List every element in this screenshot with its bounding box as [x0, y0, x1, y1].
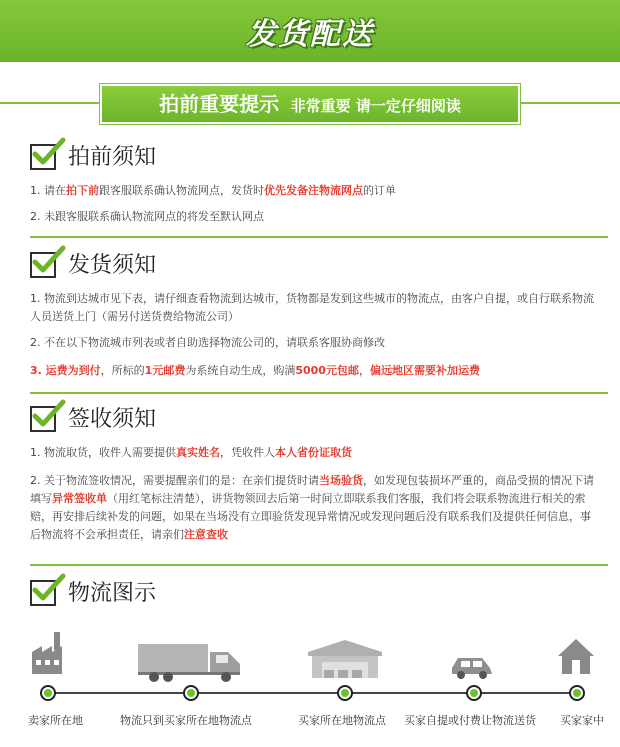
- flow-label: 买家所在地物流点: [298, 714, 386, 727]
- paragraph: 2. 关于物流签收情况，需要提醒亲们的是：在亲们提货时请当场验货，如发现包装损坏严重的，商品受损的情况下请填写异常签收单（用红笔标注清楚），讲货物领回去后第一时间立即联系我们客服，我们将会联系物流进行相关的索赔，再安排后续补发的问题，如果在当场没有立即验货发现异常情况或发现问题后没有联系我们及提供任何信息，事后物流将不会承担责任，请亲们注意查收: [30, 474, 594, 541]
- notice-sub: 非常重要 请一定仔细阅读: [290, 97, 461, 115]
- header-banner: [0, 0, 620, 62]
- paragraph: 2. 不在以下物流城市列表或者自助选择物流公司的，请联系客服协商修改: [30, 336, 385, 349]
- section-title: 发货须知: [68, 253, 157, 278]
- divider: [30, 564, 608, 566]
- section-header: [0, 250, 620, 284]
- notice-box: [100, 84, 520, 124]
- paragraph: 1. 物流取货，收件人需要提供真实姓名，凭收件人本人省份证取货: [30, 446, 352, 459]
- section-shipping: [0, 250, 620, 380]
- section-header: [0, 578, 620, 612]
- flow-dot: [466, 685, 482, 701]
- check-icon: [30, 406, 56, 432]
- flow-dot: [569, 685, 585, 701]
- section-header: [0, 142, 620, 176]
- factory-icon: [30, 632, 70, 676]
- banner-title: 发货配送: [246, 17, 374, 52]
- truck-icon: [136, 640, 246, 682]
- section-before: [0, 142, 620, 226]
- section-flow: [0, 578, 620, 612]
- check-icon: [30, 144, 56, 170]
- notice-main: 拍前重要提示: [159, 92, 280, 116]
- divider: [30, 236, 608, 238]
- section-receive: [0, 404, 620, 544]
- section-header: [0, 404, 620, 438]
- logistics-flow: [0, 630, 620, 747]
- flow-dot: [183, 685, 199, 701]
- check-icon: [30, 580, 56, 606]
- warehouse-icon: [306, 638, 384, 680]
- flow-label: 卖家所在地: [28, 714, 83, 727]
- paragraph: 1. 物流到达城市见下表，请仔细查看物流到达城市，货物都是发到这些城市的物流点，由客户自提，或自行联系物流人员送货上门（需另付送货费给物流公司）: [30, 292, 594, 323]
- paragraph: 3. 运费为到付，所标的1元邮费为系统自动生成，购满5000元包邮，偏远地区需要补加运费: [30, 364, 480, 377]
- flow-dot: [40, 685, 56, 701]
- divider: [30, 392, 608, 394]
- house-icon: [556, 636, 596, 676]
- flow-dot: [337, 685, 353, 701]
- section-title: 物流图示: [68, 581, 157, 606]
- section-title: 拍前须知: [68, 145, 157, 170]
- paragraph: 2. 未跟客服联系确认物流网点的将发至默认网点: [30, 210, 264, 223]
- car-icon: [448, 650, 496, 680]
- paragraph: 1. 请在拍下前跟客服联系确认物流网点，发货时优先发备注物流网点的订单: [30, 184, 396, 197]
- check-icon: [30, 252, 56, 278]
- flow-line: [48, 692, 576, 694]
- flow-label: 买家自提或付费让物流送货: [404, 714, 536, 727]
- flow-label: 买家家中: [560, 714, 604, 727]
- flow-label: 物流只到买家所在地物流点: [120, 714, 252, 727]
- section-title: 签收须知: [68, 407, 157, 432]
